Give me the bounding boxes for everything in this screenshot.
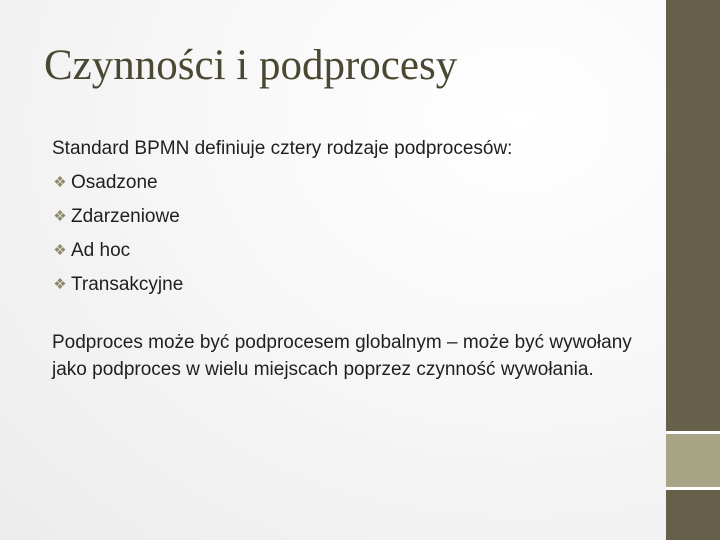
list-item	[52, 268, 642, 302]
side-divider	[666, 487, 720, 490]
subprocess-type-list	[52, 166, 642, 302]
diamond-bullet-icon: ❖	[53, 174, 67, 191]
list-item-label: Transakcyjne	[71, 274, 184, 295]
list-item-label: Osadzone	[71, 172, 158, 193]
list-item-label: Zdarzeniowe	[71, 206, 180, 227]
slide-title: Czynności i podprocesy	[44, 42, 458, 89]
note-text: Podproces może być podprocesem globalnym – może być wywołany jako podproces w wielu miejscach poprzez czynność wywołania.	[52, 332, 632, 380]
diamond-bullet-icon: ❖	[53, 276, 67, 293]
list-item	[52, 200, 642, 234]
list-item	[52, 234, 642, 268]
intro-text: Standard BPMN definiuje cztery rodzaje podprocesów:	[52, 138, 513, 159]
list-item-label: Ad hoc	[71, 240, 131, 261]
diamond-bullet-icon: ❖	[53, 242, 67, 259]
slide-body	[52, 132, 642, 383]
list-item	[52, 166, 642, 200]
side-accent-block	[666, 434, 720, 487]
diamond-bullet-icon: ❖	[53, 208, 67, 225]
